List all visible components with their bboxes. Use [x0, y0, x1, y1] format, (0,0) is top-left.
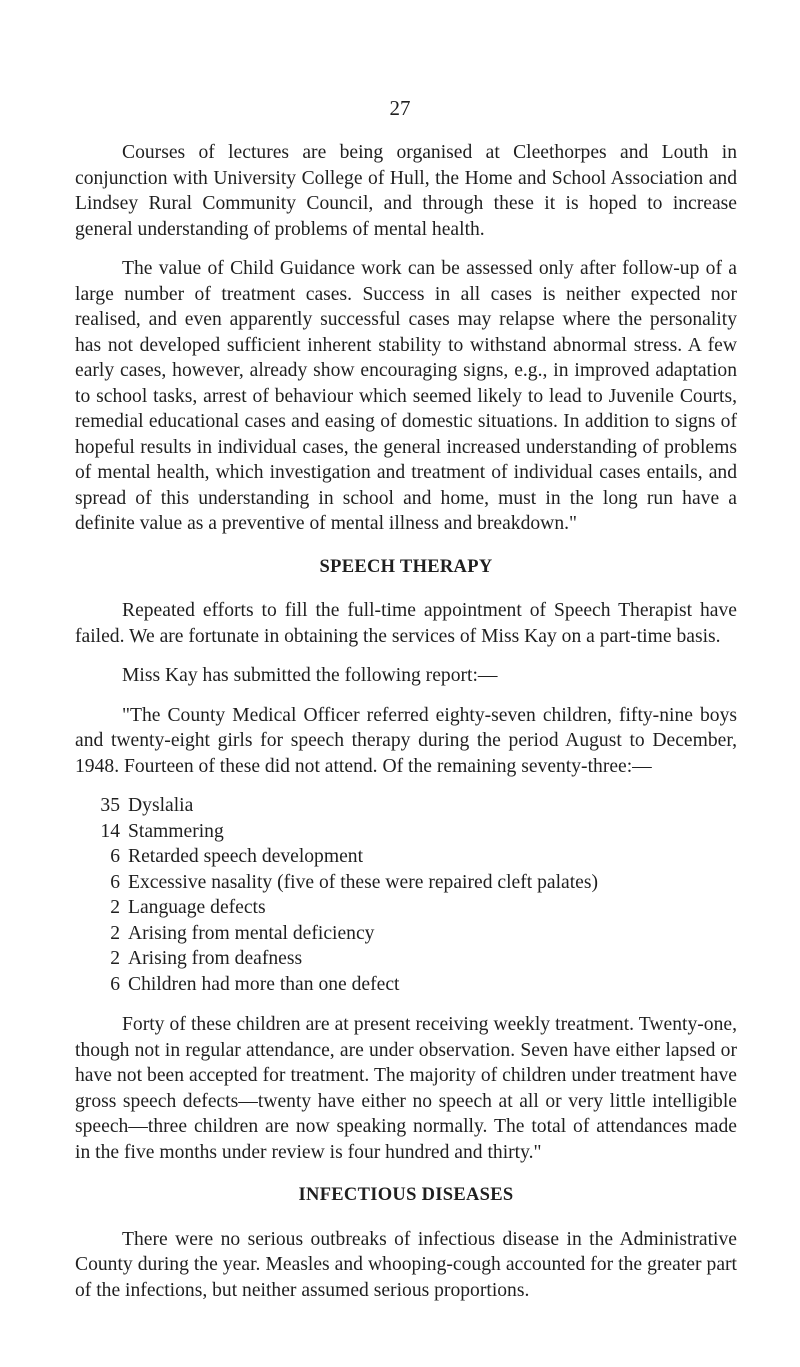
list-item [75, 972, 737, 998]
defect-count: 2 [110, 948, 120, 969]
page-number: 27 [389, 96, 411, 120]
defect-count: 6 [110, 846, 120, 867]
list-item [75, 895, 737, 921]
defect-count: 14 [100, 820, 120, 842]
defect-count: 2 [110, 922, 120, 944]
list-item [75, 844, 737, 870]
paragraph-child-guidance: The value of Child Guidance work can be assessed only after follow-up of a large number of treatment cases. Success in all cases is neither expected nor realised, and even apparently successful cases may relapse where the personality has not developed sufficient inherent stability to withstand abnormal stress. A few early cases, however, already show encouraging signs, e.g., in improved adaptation to school tasks, arrest of behaviour which seemed likely to lead to Juvenile Courts, remedial educational cases and easing of domestic situations. In addition to signs of hopeful results in individual cases, the general increased understanding of problems of mental health, which investigation and treatment of individual cases entails, and spread of this understanding in school and home, must in the long run have a definite value as a preventive of mental illness and breakdown." [75, 258, 737, 534]
defect-count: 35 [100, 795, 120, 816]
defect-label: Arising from deafness [128, 948, 303, 969]
list-item [75, 946, 737, 972]
defect-count: 2 [110, 897, 120, 918]
paragraph-lectures: Courses of lectures are being organised at Cleethorpes and Louth in conjunction with University College of Hull, the Home and School Association and Lindsey Rural Community Council, and through these it is hoped to increase general understanding of problems of mental health. [75, 142, 737, 240]
defect-count: 6 [110, 871, 120, 893]
list-item [75, 793, 737, 819]
defects-list [75, 793, 737, 997]
list-item [75, 870, 737, 896]
defect-label: Dyslalia [128, 795, 194, 816]
list-item [75, 921, 737, 947]
heading-speech-therapy: SPEECH THERAPY [319, 556, 493, 577]
paragraph-speech-therapist: Repeated efforts to fill the full-time appointment of Speech Therapist have failed. We are fortunate in obtaining the services of Miss Kay on a part-time basis. [75, 600, 737, 647]
paragraph-infectious-diseases: There were no serious outbreaks of infectious disease in the Administrative County during the year. Measles and whooping-cough accounted for the greater part of the infections, but neither assumed serious proportions. [75, 1228, 737, 1301]
list-item [75, 819, 737, 845]
paragraph-treatment-summary: Forty of these children are at present receiving weekly treatment. Twenty-one, though not in regular attendance, are under observation. Seven have either lapsed or have not been accepted for treatment. The majority of children under treatment have gross speech defects—twenty have either no speech at all or very little intelligible speech—three children are now speaking normally. The total of attendances made in the five months under review is four hundred and thirty." [75, 1014, 737, 1163]
paragraph-report-intro: Miss Kay has submitted the following report:— [122, 665, 498, 686]
defect-label: Language defects [128, 897, 266, 918]
defect-label: Stammering [128, 820, 224, 842]
defect-count: 6 [110, 973, 120, 995]
defect-label: Arising from mental deficiency [128, 922, 375, 944]
defect-label: Excessive nasality (five of these were repaired cleft palates) [128, 871, 599, 893]
paragraph-referrals: "The County Medical Officer referred eighty-seven children, fifty-nine boys and twenty-eight girls for speech therapy during the period August to December, 1948. Fourteen of these did not attend. Of the remaining seventy-three:— [75, 704, 737, 777]
heading-infectious-diseases: INFECTIOUS DISEASES [298, 1185, 514, 1205]
defect-label: Retarded speech development [128, 846, 364, 867]
page-content [75, 140, 737, 1317]
defect-label: Children had more than one defect [128, 973, 400, 995]
